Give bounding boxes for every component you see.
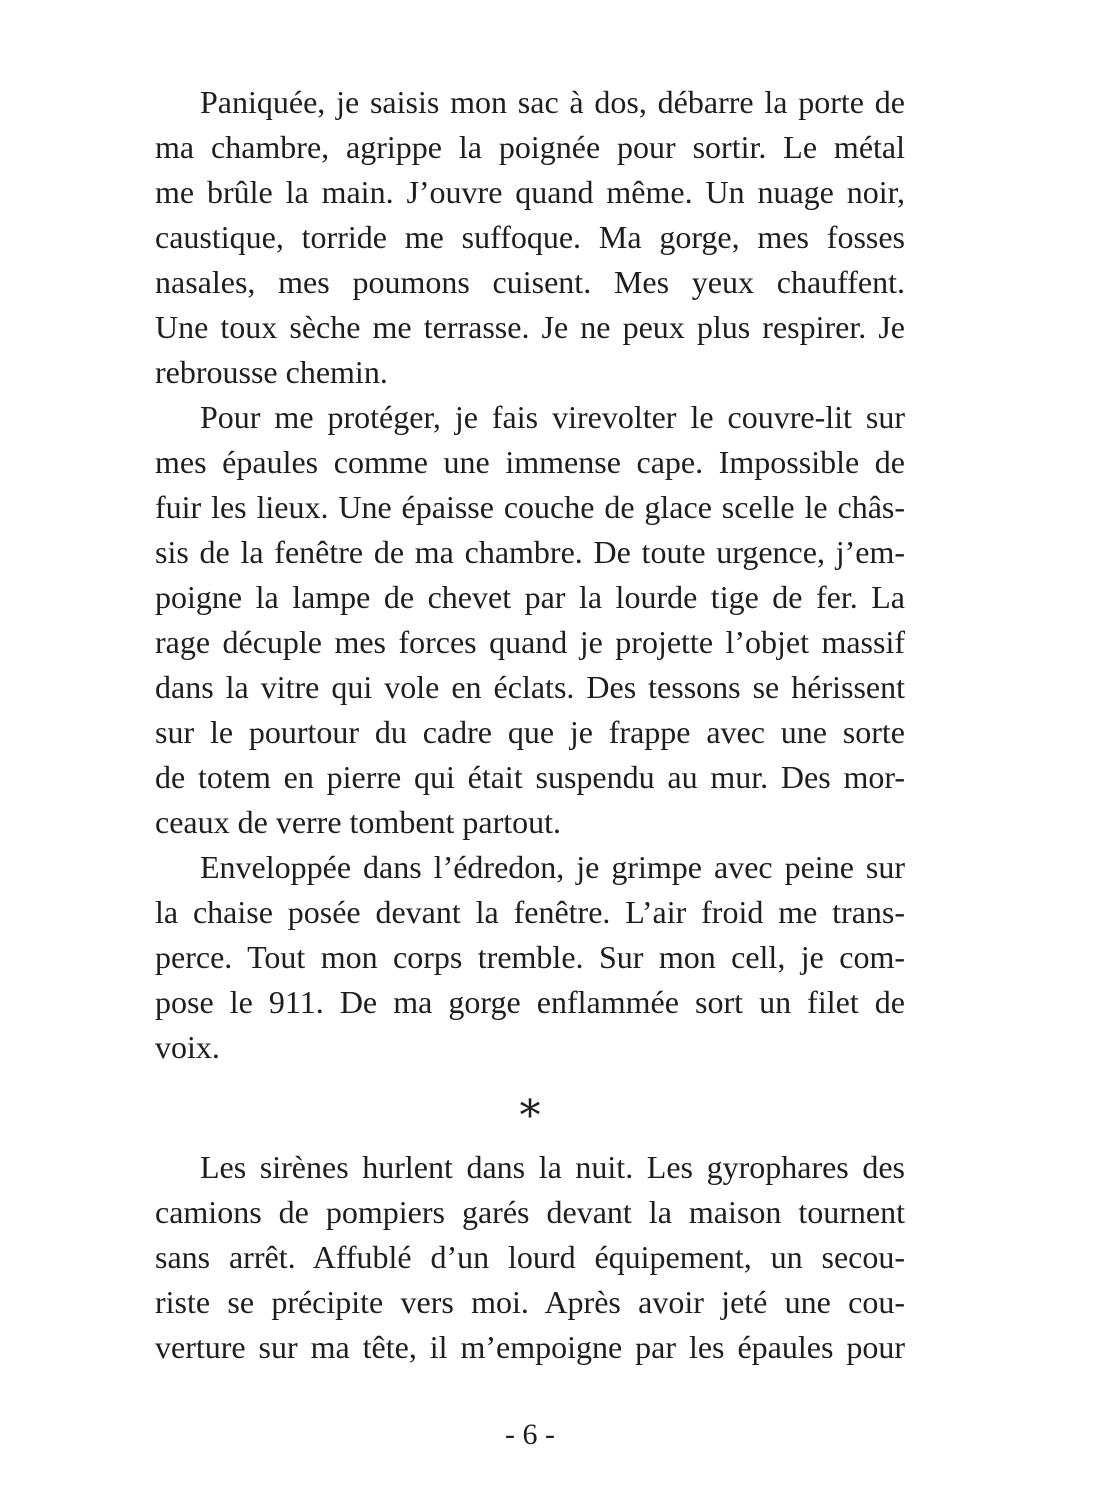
text-line: rage décuple mes forces quand je projette l’objet massif	[155, 624, 905, 660]
text-line: Enveloppée dans l’édredon, je grimpe avec peine sur	[200, 849, 905, 885]
text-line: Une toux sèche me terrasse. Je ne peux plus respirer. Je	[155, 309, 905, 345]
asterisk-divider-icon: ∗	[515, 1084, 545, 1131]
text-line: sans arrêt. Affublé d’un lourd équipement, un secou-	[155, 1239, 905, 1275]
paragraph	[155, 845, 905, 1070]
text-line: ceaux de verre tombent partout.	[155, 804, 562, 840]
text-line: Paniquée, je saisis mon sac à dos, débarre la porte de	[200, 84, 905, 120]
text-line: mes épaules comme une immense cape. Impossible de	[155, 444, 905, 480]
text-line: poigne la lampe de chevet par la lourde tige de fer. La	[155, 579, 905, 615]
text-line: de totem en pierre qui était suspendu au mur. Des mor-	[155, 759, 905, 795]
page-footer	[155, 1412, 905, 1457]
page-number: - 6 -	[505, 1418, 555, 1451]
text-line: voix.	[155, 1029, 220, 1065]
text-line: verture sur ma tête, il m’empoigne par les épaules pour	[155, 1329, 905, 1365]
paragraph	[155, 80, 905, 395]
text-line: camions de pompiers garés devant la maison tournent	[155, 1194, 905, 1230]
text-line: Les sirènes hurlent dans la nuit. Les gyrophares des	[200, 1149, 905, 1185]
text-line: pose le 911. De ma gorge enflammée sort un filet de	[155, 984, 905, 1020]
text-line: me brûle la main. J’ouvre quand même. Un nuage noir,	[155, 174, 905, 210]
text-line: dans la vitre qui vole en éclats. Des tessons se hérissent	[155, 669, 905, 705]
text-line: caustique, torride me suffoque. Ma gorge, mes fosses	[155, 219, 905, 255]
section-divider	[155, 1070, 905, 1145]
text-line: ma chambre, agrippe la poignée pour sortir. Le métal	[155, 129, 905, 165]
text-line: perce. Tout mon corps tremble. Sur mon cell, je com-	[155, 939, 905, 975]
text-line: fuir les lieux. Une épaisse couche de glace scelle le châs-	[155, 489, 905, 525]
page-text-block	[155, 80, 905, 1370]
text-line: nasales, mes poumons cuisent. Mes yeux chauffent.	[155, 264, 905, 300]
text-line: riste se précipite vers moi. Après avoir jeté une cou-	[155, 1284, 905, 1320]
text-line: rebrousse chemin.	[155, 354, 388, 390]
paragraph	[155, 1145, 905, 1370]
paragraph	[155, 395, 905, 845]
text-line: Pour me protéger, je fais virevolter le couvre-lit sur	[200, 399, 905, 435]
text-line: la chaise posée devant la fenêtre. L’air froid me trans-	[155, 894, 905, 930]
text-line: sur le pourtour du cadre que je frappe avec une sorte	[155, 714, 905, 750]
text-line: sis de la fenêtre de ma chambre. De toute urgence, j’em-	[155, 534, 905, 570]
